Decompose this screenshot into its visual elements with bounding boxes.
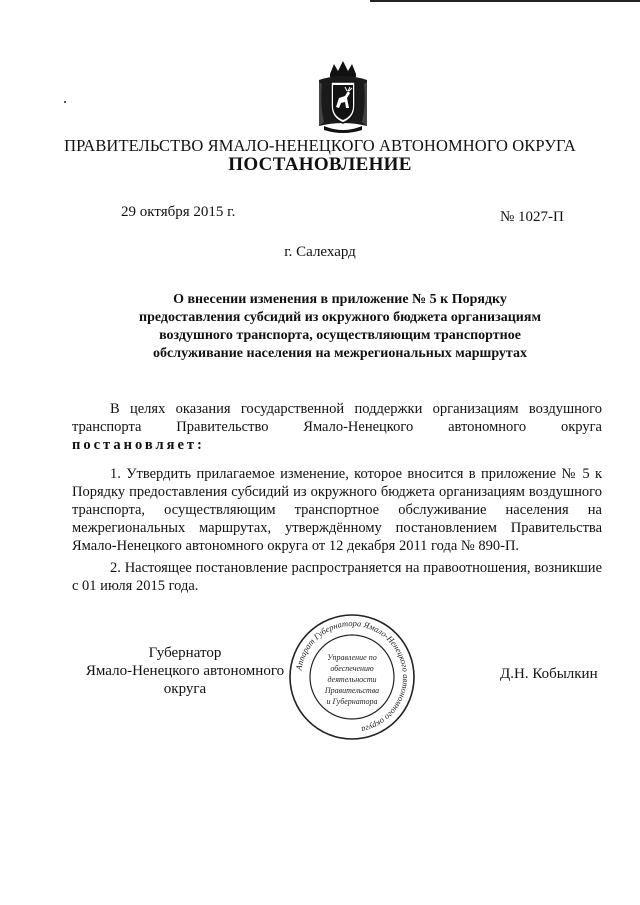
clause-1-paragraph [72,465,602,555]
signatory-position [66,644,304,698]
document-subject [120,291,560,363]
preamble-paragraph [72,400,602,454]
coat-of-arms-emblem [316,60,370,134]
stamp-center-line: деятельности [327,675,377,684]
subject-line: обслуживание населения на межрегиональных маршрутах [153,346,527,361]
subject-line: О внесении изменения в приложение № 5 к Порядку [173,292,507,307]
preamble-text: В целях оказания государственной поддержки организациям воздушного транспорта Правительство Ямало-Ненецкого автономного округа [72,401,602,435]
document-city: г. Салехард [284,244,356,260]
document-type-title: ПОСТАНОВЛЕНИЕ [228,154,412,175]
official-stamp [287,612,417,742]
decree-word: постановляет: [72,437,205,453]
clause-1-text: 1. Утвердить прилагаемое изменение, которое вносится в приложение № 5 к Порядку предоставления субсидий из окружного бюджета организациям воздушного транспорта, осуществляющим транспортное обслуживание населения на межрегиональных маршрутах, утверждённому постановлением Правительства Ямало-Ненецкого автономного округа от 12 декабря 2011 года № 890-П. [72,466,602,554]
subject-line: предоставления субсидий из окружного бюджета организациям [139,310,541,325]
scan-artifact-line [370,0,640,2]
scan-artifact-dot [64,101,66,103]
document-date: 29 октября 2015 г. [121,204,236,220]
stamp-center-line: обеспечению [330,664,374,673]
document-number: № 1027-П [500,209,564,225]
stamp-center-line: Управление по [327,653,377,662]
government-name: ПРАВИТЕЛЬСТВО ЯМАЛО-НЕНЕЦКОГО АВТОНОМНОГО ОКРУГА [64,136,576,155]
signatory-name: Д.Н. Кобылкин [500,666,598,682]
clause-2-text: 2. Настоящее постановление распространяется на правоотношения, возникшие с 01 июля 2015 года. [72,560,602,594]
position-title: Губернатор [148,645,222,661]
clause-2-paragraph [72,559,602,595]
stamp-ring-text: Аппарат Губернатора Ямало-Ненецкого автономного округа [293,617,412,736]
position-region: Ямало-Ненецкого автономного округа [85,663,285,697]
stamp-center-line: и Губернатора [326,697,378,706]
stamp-center-line: Правительства [324,686,380,695]
subject-line: воздушного транспорта, осуществляющим транспортное [159,328,521,343]
